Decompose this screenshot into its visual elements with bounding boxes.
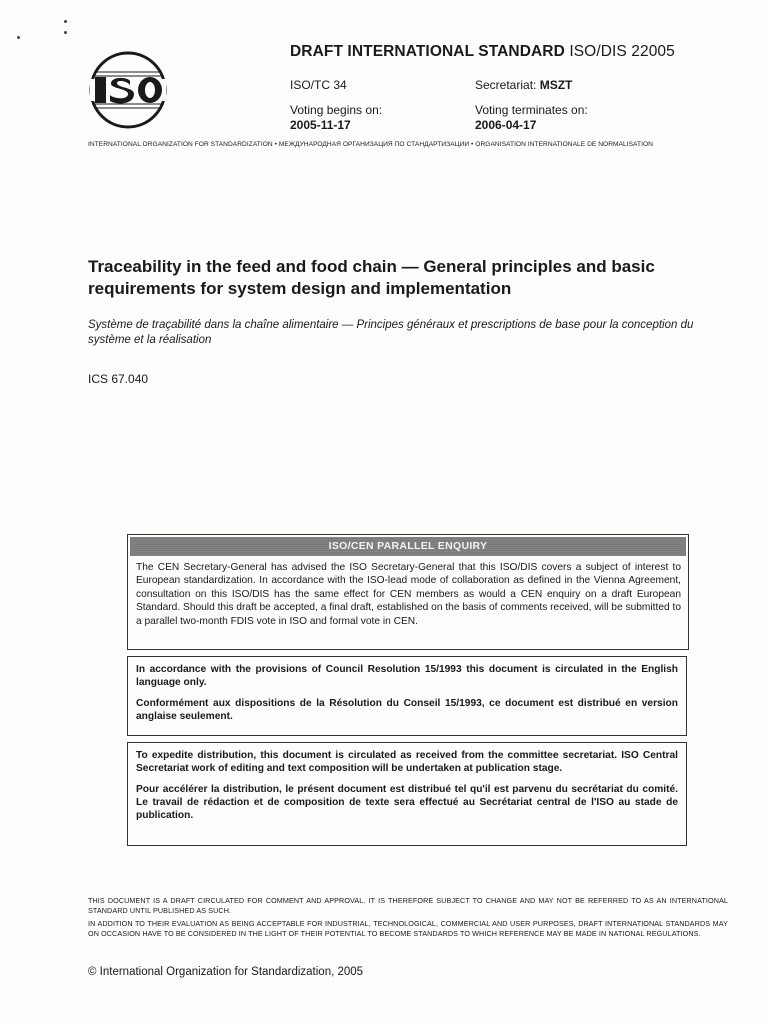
copyright-notice: © International Organization for Standardization, 2005 xyxy=(88,966,364,978)
parallel-enquiry-box xyxy=(127,534,689,650)
language-notice-french: Conformément aux dispositions de la Résolution du Conseil 15/1993, ce document est distribué en version anglaise seulement. xyxy=(136,698,678,722)
secretariat-value: MSZT xyxy=(539,78,573,92)
document-status-heading xyxy=(290,43,675,61)
secretariat-label: Secretariat: xyxy=(475,78,537,92)
parallel-enquiry-text: The CEN Secretary-General has advised the ISO Secretary-General that this ISO/DIS covers a subject of interest to European standardization. In accordance with the ISO-lead mode of collaboration as defined in the Vienna Agreement, consultation on this ISO/DIS has the same effect for CEN members as would a CEN enquiry on a draft European Standard. Should this draft be accepted, a final draft, established on the basis of comments received, will be submitted to a parallel two-month FDIS vote in ISO and formal vote in CEN. xyxy=(136,562,681,627)
scan-speck xyxy=(64,31,67,34)
distribution-notice-english: To expedite distribution, this document is circulated as received from the committee secretariat. ISO Central Secretariat work of editing and text composition will be undertaken at publication stage. xyxy=(136,750,678,774)
voting-ends-date: 2006-04-17 xyxy=(475,118,537,132)
language-notice-english: In accordance with the provisions of Council Resolution 15/1993 this document is circulated in the English language only. xyxy=(136,664,678,688)
parallel-enquiry-heading: ISO/CEN PARALLEL ENQUIRY xyxy=(130,537,686,556)
document-title: Traceability in the feed and food chain — General principles and basic requirements for system design and implementation xyxy=(88,257,655,298)
distribution-notice-box xyxy=(127,742,687,846)
scan-speck xyxy=(17,36,20,39)
secretariat xyxy=(475,78,572,92)
iso-logo-graphic xyxy=(88,50,168,130)
iso-logo xyxy=(88,50,168,130)
regulation-disclaimer: IN ADDITION TO THEIR EVALUATION AS BEING ACCEPTABLE FOR INDUSTRIAL, TECHNOLOGICAL, COMMERCIAL AND USER PURPOSES, DRAFT INTERNATIONAL STANDARDS MAY ON OCCASION HAVE TO BE CONSIDERED IN THE LIGHT OF THEIR POTENTIAL TO BECOME STANDARDS TO WHICH REFERENCE MAY BE MADE IN NATIONAL REGULATIONS. xyxy=(88,919,728,938)
language-notice-box xyxy=(127,656,687,736)
draft-disclaimer: THIS DOCUMENT IS A DRAFT CIRCULATED FOR COMMENT AND APPROVAL. IT IS THEREFORE SUBJECT TO CHANGE AND MAY NOT BE REFERRED TO AS AN INTERNATIONAL STANDARD UNTIL PUBLISHED AS SUCH. xyxy=(88,896,728,915)
document-title-french: Système de traçabilité dans la chaîne alimentaire — Principes généraux et prescriptions de base pour la conception du système et la réalisation xyxy=(88,319,694,346)
draft-label: DRAFT INTERNATIONAL STANDARD xyxy=(290,43,565,60)
ics-code: ICS 67.040 xyxy=(88,372,149,386)
voting-begins-date: 2005-11-17 xyxy=(290,118,351,132)
voting-begins-label: Voting begins on: xyxy=(290,103,383,117)
distribution-notice-french: Pour accélérer la distribution, le présent document est distribué tel qu'il est parvenu du secrétariat du comité. Le travail de rédaction et de composition de texte sera effectué au Secrétariat central de l'ISO au stade de publication. xyxy=(136,784,678,821)
scan-speck xyxy=(64,20,67,23)
voting-ends-label: Voting terminates on: xyxy=(475,103,588,117)
document-code: ISO/DIS 22005 xyxy=(569,43,675,60)
organization-line: INTERNATIONAL ORGANIZATION FOR STANDARDIZATION • МЕЖДУНАРОДНАЯ ОРГАНИЗАЦИЯ ПО СТАНДАРТИЗАЦИИ • ORGANISATION INTERNATIONALE DE NORMALISATION xyxy=(88,141,653,148)
committee: ISO/TC 34 xyxy=(290,78,347,92)
